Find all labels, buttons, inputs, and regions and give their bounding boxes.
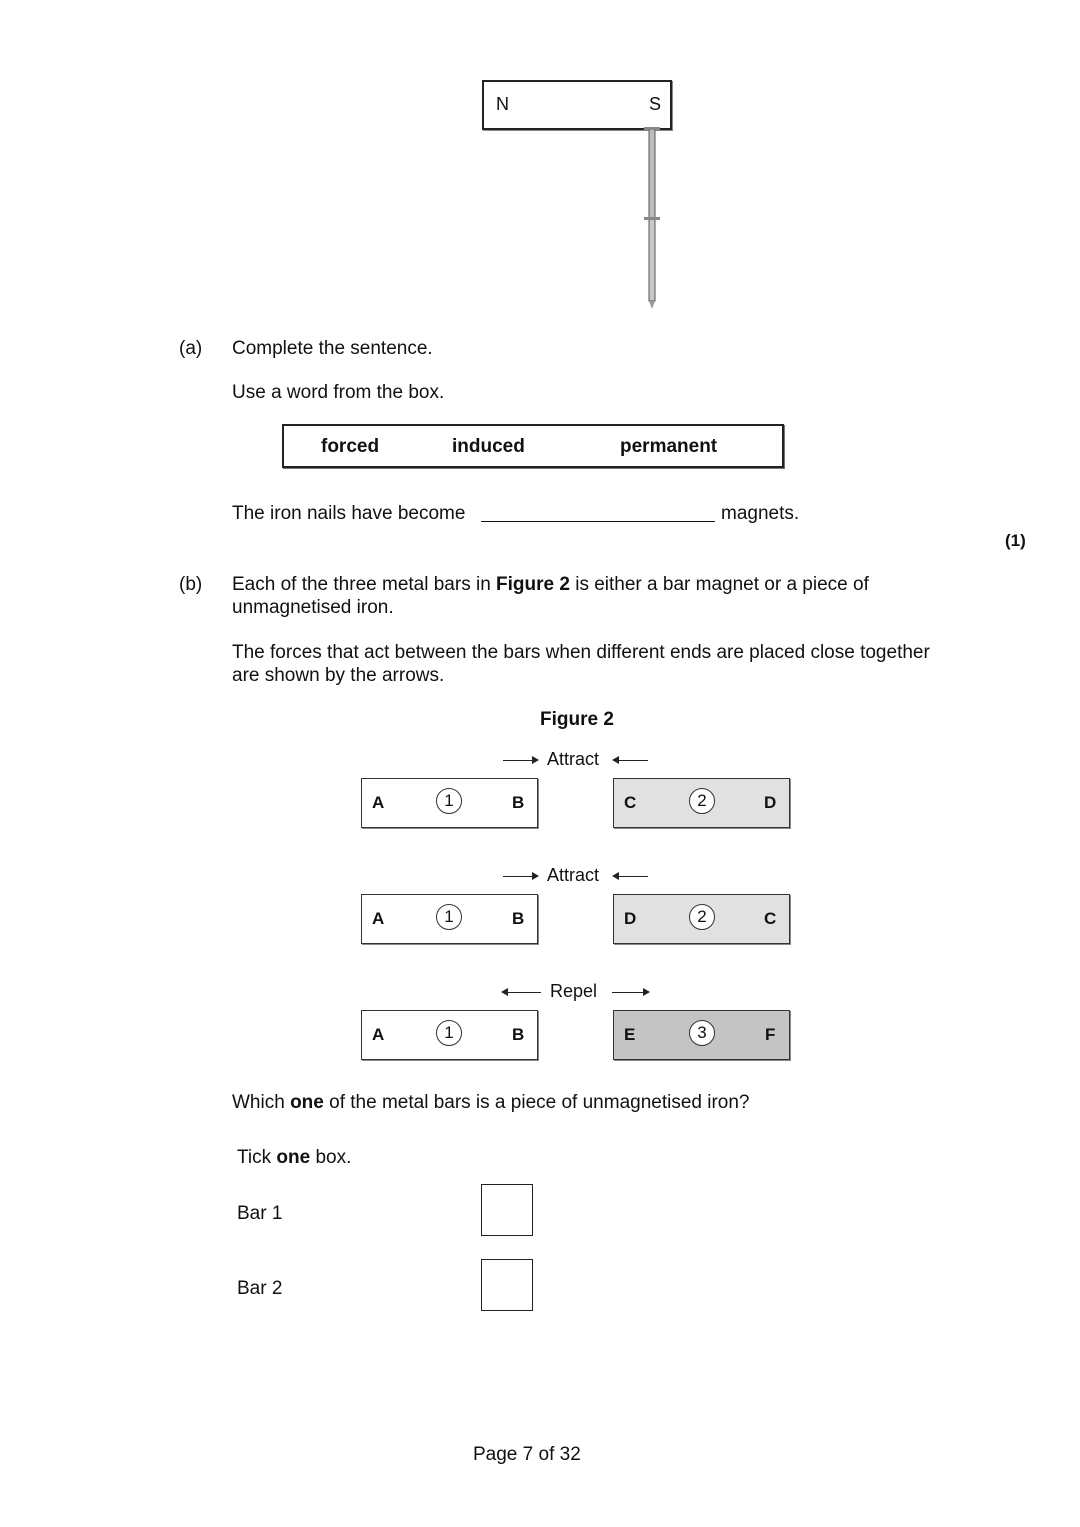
sentence-start: The iron nails have become xyxy=(232,503,466,524)
bar-end-label: A xyxy=(372,793,385,812)
bar-end-label: A xyxy=(372,1025,385,1044)
bar-2 xyxy=(613,894,790,944)
bar-end-label: A xyxy=(372,909,385,928)
bar-number: 3 xyxy=(689,1020,715,1046)
bar-magnet xyxy=(482,80,672,130)
bar-1 xyxy=(361,778,538,828)
option-bar-1-label: Bar 1 xyxy=(237,1203,283,1224)
instruction-use-word: Use a word from the box. xyxy=(232,382,445,403)
page-number: Page 7 of 32 xyxy=(473,1444,581,1465)
word-box xyxy=(282,424,784,468)
north-pole-label: N xyxy=(496,94,509,114)
word-option: forced xyxy=(321,436,380,457)
tick-box-bar-2[interactable] xyxy=(481,1259,533,1311)
bar-end-label: E xyxy=(624,1025,636,1044)
forces-line-1: The forces that act between the bars when different ends are placed close together xyxy=(232,642,930,663)
arrow-right-icon xyxy=(612,992,648,993)
intro-line-1: Each of the three metal bars in Figure 2 is either a bar magnet or a piece of xyxy=(232,574,869,595)
instruction-complete: Complete the sentence. xyxy=(232,338,433,359)
bar-3 xyxy=(613,1010,790,1060)
bar-1 xyxy=(361,1010,538,1060)
part-b-label: (b) xyxy=(179,574,203,595)
bar-end-label: B xyxy=(512,793,525,812)
south-pole-label: S xyxy=(648,94,661,114)
part-a-label: (a) xyxy=(179,338,203,359)
bar-end-label: C xyxy=(624,793,637,812)
bar-1 xyxy=(361,894,538,944)
bar-end-label: B xyxy=(512,909,525,928)
force-label: Attract xyxy=(547,865,600,885)
forces-line-2: are shown by the arrows. xyxy=(232,665,445,686)
bar-number: 2 xyxy=(689,904,715,930)
tick-box-bar-1[interactable] xyxy=(481,1184,533,1236)
arrow-left-icon xyxy=(503,992,541,993)
bar-end-label: C xyxy=(764,909,777,928)
figure-2-title: Figure 2 xyxy=(540,709,614,730)
bar-end-label: D xyxy=(764,793,777,812)
answer-blank-line[interactable] xyxy=(481,521,715,522)
bar-number: 2 xyxy=(689,788,715,814)
bar-number: 1 xyxy=(436,904,462,930)
sentence-end: magnets. xyxy=(721,503,800,524)
arrow-left-icon xyxy=(614,876,648,877)
force-label: Attract xyxy=(547,749,600,769)
bar-number: 1 xyxy=(436,1020,462,1046)
marks-label: (1) xyxy=(1005,531,1026,550)
word-option: permanent xyxy=(620,436,718,457)
question-text: Which one of the metal bars is a piece of unmagnetised iron? xyxy=(232,1092,750,1113)
bar-end-label: F xyxy=(765,1025,776,1044)
bar-2 xyxy=(613,778,790,828)
arrow-right-icon xyxy=(503,876,537,877)
iron-nails-image xyxy=(640,127,664,309)
bar-end-label: B xyxy=(512,1025,525,1044)
intro-line-2: unmagnetised iron. xyxy=(232,597,394,618)
option-bar-2-label: Bar 2 xyxy=(237,1278,283,1299)
force-label: Repel xyxy=(550,981,598,1001)
word-option: induced xyxy=(452,436,525,457)
bar-end-label: D xyxy=(624,909,637,928)
tick-instruction: Tick one box. xyxy=(237,1147,352,1168)
bar-number: 1 xyxy=(436,788,462,814)
arrow-right-icon xyxy=(503,760,537,761)
arrow-left-icon xyxy=(614,760,648,761)
